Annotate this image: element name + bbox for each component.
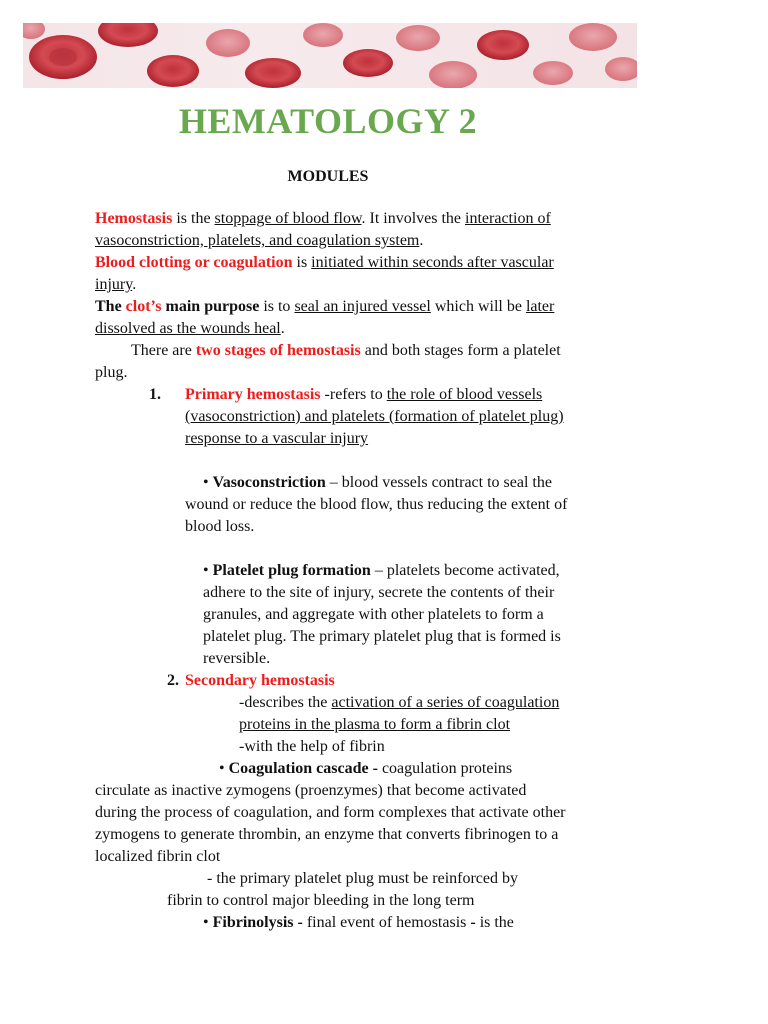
list-item-secondary-hemostasis: 2. Secondary hemostasis (167, 672, 335, 689)
paragraph-coagulation: Blood clotting or coagulation is initiated within seconds after vascular injury. (95, 254, 554, 293)
section-heading: MODULES (287, 168, 369, 185)
paragraph-hemostasis: Hemostasis is the stoppage of blood flow. It involves the interaction of vasoconstriction, platelets, and coagulation system. (95, 210, 551, 249)
bullet-platelet-plug: • Platelet plug formation – platelets become activated, adhere to the site of injury, secrete the contents of their granules, and aggregate with other platelets to form a platelet plug. The primary platelet plug that is formed is reversible. (203, 562, 561, 667)
bullet-vasoconstriction: • Vasoconstriction – blood vessels contract to seal the wound or reduce the blood flow, thus reducing the extent of blood loss. (185, 474, 568, 535)
bullet-coagulation-cascade: • Coagulation cascade - coagulation proteins circulate as inactive zymogens (proenzymes) that become activated during the process of coagulation, and form complexes that activate other zymogens to generate thrombin, an enzyme that converts fibrinogen to a localized fibrin clot (95, 760, 566, 865)
red-blood-cells-image (23, 23, 637, 88)
reinforce-line-1: - the primary platelet plug must be reinforced by (207, 870, 519, 887)
list-item-primary-hemostasis: 1. Primary hemostasis -refers to the role of blood vessels (vasoconstriction) and platelets (formation of platelet plug) response to a vascular injury (149, 386, 564, 447)
secondary-hemostasis-fibrin: -with the help of fibrin (239, 738, 385, 755)
page-title: HEMATOLOGY 2 (178, 101, 478, 141)
blood-cells-banner (23, 23, 637, 88)
secondary-hemostasis-description: -describes the activation of a series of coagulation proteins in the plasma to form a fibrin clot (239, 694, 560, 733)
bullet-fibrinolysis: • Fibrinolysis - final event of hemostasis - is the (203, 914, 514, 931)
reinforce-line-2: fibrin to control major bleeding in the long term (167, 892, 475, 909)
paragraph-two-stages: There are two stages of hemostasis and both stages form a platelet plug. (95, 342, 561, 381)
paragraph-clot-purpose: The clot’s main purpose is to seal an injured vessel which will be later dissolved as the wounds heal. (95, 298, 555, 337)
document-body (95, 208, 570, 934)
